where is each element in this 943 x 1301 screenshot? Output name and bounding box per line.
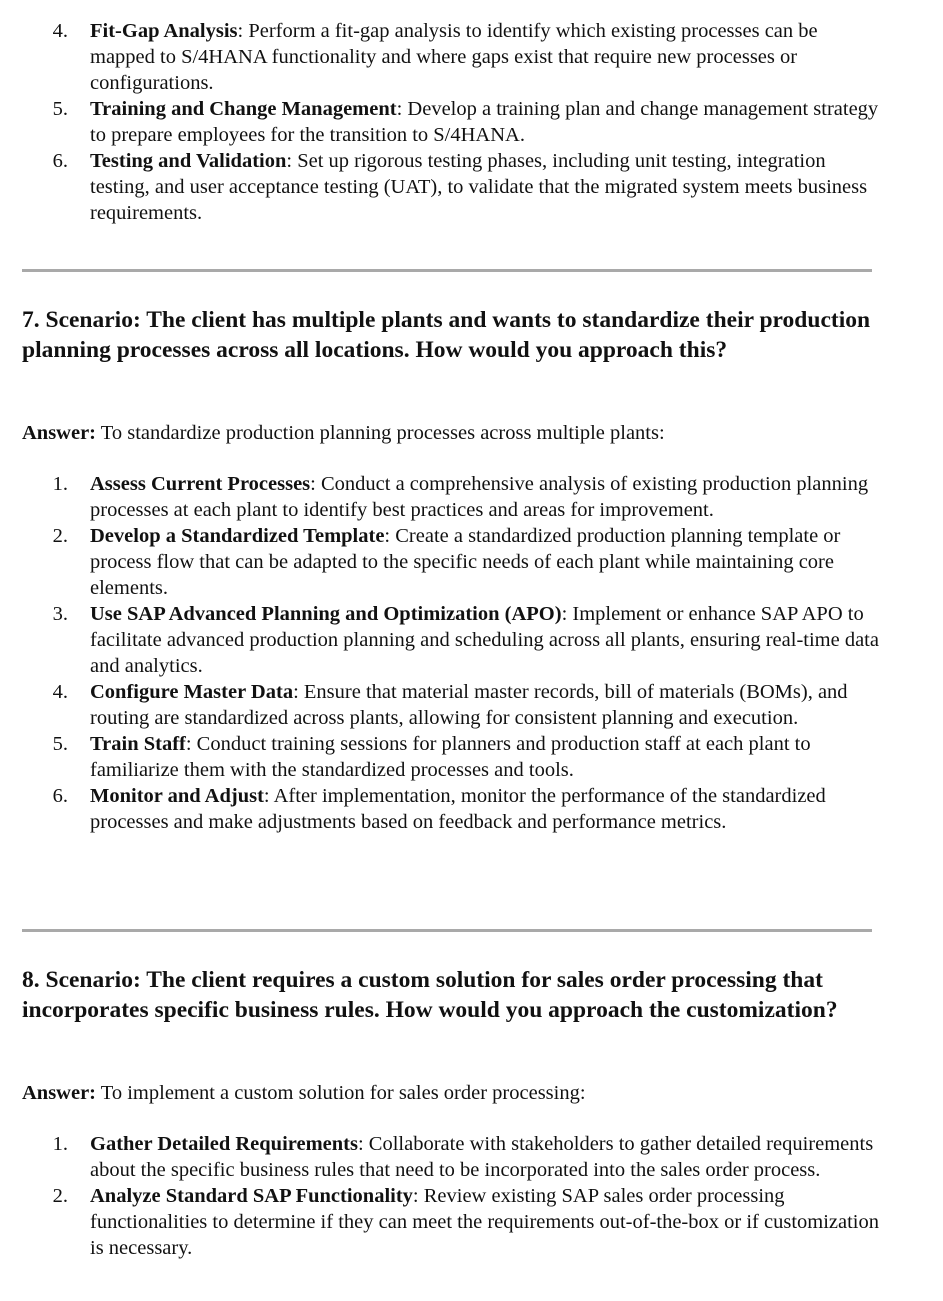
list-item [22,471,882,523]
list-item-number: 5. [52,733,68,755]
section-divider [22,269,872,272]
list-item [22,1183,882,1261]
list-item-term: Develop a Standardized Template [90,525,385,547]
top-steps-list [22,18,882,226]
list-item-term: Gather Detailed Requirements [90,1133,358,1155]
list-item [22,783,882,835]
list-item-text: : After implementation, monitor the performance of the standardized processes and make adjustments based on feedback and performance metrics. [90,785,826,833]
list-item-term: Assess Current Processes [90,473,311,495]
list-item [22,523,882,601]
answer-label: Answer: [22,422,97,444]
answer-text: To implement a custom solution for sales order processing: [96,1082,586,1104]
list-item [22,18,882,96]
list-item-text: : Conduct a comprehensive analysis of existing production planning processes at each plant to identify best practices and areas for improvement. [90,473,869,521]
list-item-term: Monitor and Adjust [90,785,264,807]
section-8-answer-intro [22,1080,882,1106]
list-item-text: : Conduct training sessions for planners and production staff at each plant to familiarize them with the standardized processes and tools. [90,733,811,781]
list-item-number: 1. [52,473,68,495]
list-item-number: 4. [52,20,68,42]
list-item-text: : Create a standardized production planning template or process flow that can be adapted to the specific needs of each plant while maintaining core elements. [90,525,841,599]
list-item [22,601,882,679]
list-item-term: Training and Change Management [90,98,397,120]
list-item [22,731,882,783]
list-item-text: : Implement or enhance SAP APO to facilitate advanced production planning and scheduling across all plants, ensuring real-time data and analytics. [90,603,879,677]
list-item-number: 2. [52,525,68,547]
list-item-text: : Develop a training plan and change management strategy to prepare employees for the transition to S/4HANA. [90,98,879,146]
answer-label: Answer: [22,1082,97,1104]
section-7-question: 7. Scenario: The client has multiple plants and wants to standardize their production planning processes across all locations. How would you approach this? [22,307,871,363]
list-item-term: Use SAP Advanced Planning and Optimization (APO) [90,603,562,625]
list-item-term: Testing and Validation [90,150,287,172]
list-item-term: Configure Master Data [90,681,294,703]
list-item-number: 6. [52,785,68,807]
list-item-term: Train Staff [90,733,186,755]
list-item-term: Analyze Standard SAP Functionality [90,1185,413,1207]
list-item-number: 6. [52,150,68,172]
list-item [22,679,882,731]
section-8-steps-list [22,1131,882,1261]
list-item-text: : Ensure that material master records, bill of materials (BOMs), and routing are standardized across plants, allowing for consistent planning and execution. [90,681,848,729]
list-item-term: Fit-Gap Analysis [90,20,238,42]
section-7-steps-list [22,471,882,835]
section-8-question: 8. Scenario: The client requires a custom solution for sales order processing that incorporates specific business rules. How would you approach the customization? [22,967,838,1023]
list-item-text: : Review existing SAP sales order processing functionalities to determine if they can meet the requirements out-of-the-box or if customization is necessary. [90,1185,879,1259]
list-item-number: 1. [52,1133,68,1155]
list-item [22,96,882,148]
answer-text: To standardize production planning processes across multiple plants: [96,422,665,444]
section-7-answer-intro [22,420,882,446]
list-item-text: : Perform a fit-gap analysis to identify which existing processes can be mapped to S/4HANA functionality and where gaps exist that require new processes or configurations. [90,20,818,94]
list-item-number: 4. [52,681,68,703]
list-item [22,1131,882,1183]
section-divider [22,929,872,932]
list-item-number: 3. [52,603,68,625]
list-item-text: : Set up rigorous testing phases, including unit testing, integration testing, and user acceptance testing (UAT), to validate that the migrated system meets business requirements. [90,150,868,224]
list-item [22,148,882,226]
list-item-number: 2. [52,1185,68,1207]
list-item-text: : Collaborate with stakeholders to gather detailed requirements about the specific business rules that need to be incorporated into the sales order process. [90,1133,874,1181]
list-item-number: 5. [52,98,68,120]
